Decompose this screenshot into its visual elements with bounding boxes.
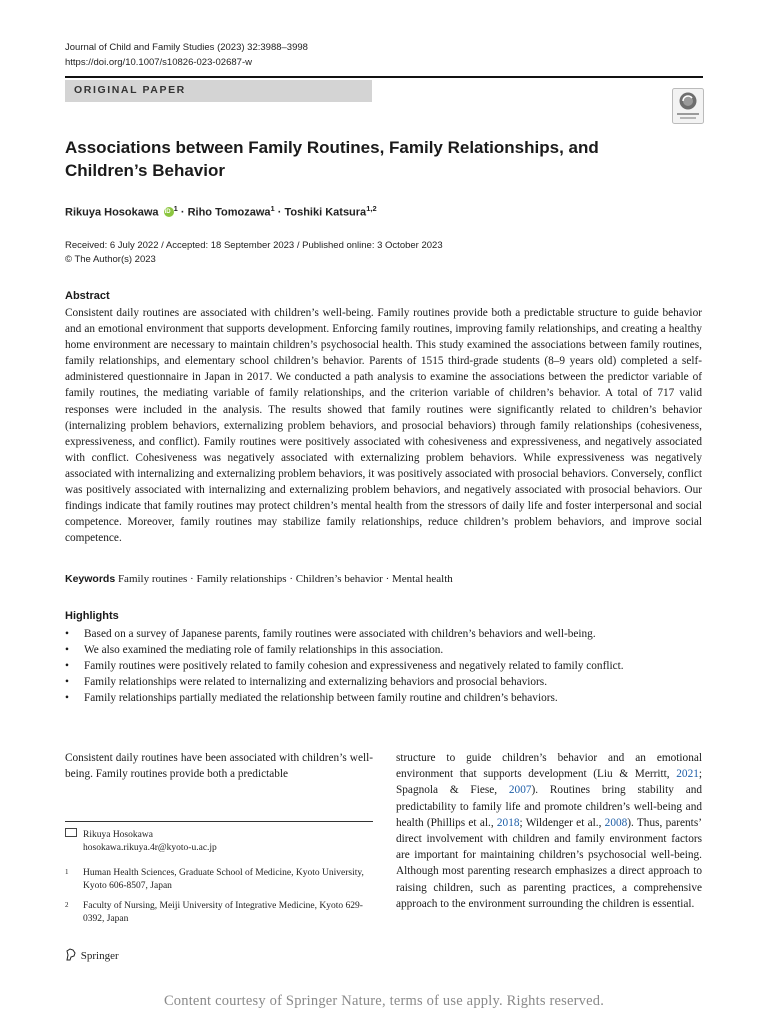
- author-list: [65, 201, 377, 221]
- keywords-list: Family routines · Family relationships · Children’s behavior · Mental health: [117, 573, 453, 585]
- history-line: Received: 6 July 2022 / Accepted: 18 September 2023 / Published online: 3 October 2023: [65, 240, 443, 251]
- publisher-logo: [65, 948, 119, 964]
- list-item: • Based on a survey of Japanese parents, family routines were associated with children’s behaviors and well-being.: [65, 626, 705, 642]
- body-text: ). Thus, parents’ direct involvement with children and family environment factors are important for maintaining children’s psychosocial well-being. Although most parenting research emphasizes a direct approach to raising children, such as parenting practices, a comprehensive approach to the environment surrounding the children is essential.: [396, 816, 702, 910]
- publication-dates: [65, 239, 443, 267]
- body-text: structure to guide children’s behavior and an emotional environment that supports development (Liu & Merritt,: [396, 752, 702, 781]
- envelope-icon: [65, 828, 77, 837]
- author-name[interactable]: Rikuya Hosokawa: [65, 206, 159, 219]
- keywords-label: Keywords: [65, 573, 116, 585]
- journal-line: Journal of Child and Family Studies (2023) 32:3988–3998: [65, 42, 308, 53]
- doi-link[interactable]: https://doi.org/10.1007/s10826-023-02687-w: [65, 57, 252, 68]
- header-rule: [65, 76, 703, 78]
- abstract-heading: Abstract: [65, 290, 110, 302]
- author-affiliation: 1,2: [366, 204, 377, 213]
- list-item: • We also examined the mediating role of family relationships in this association.: [65, 642, 705, 658]
- author-separator: ·: [180, 206, 185, 219]
- author-separator: ·: [277, 206, 282, 219]
- author-affiliation: 1: [270, 204, 275, 213]
- abstract-text: Consistent daily routines are associated with children’s well-being. Family routines provide both a predictable structure to guide behavior and an emotional environment that supports development. Enforcing family routines, improving family relationships, and creating a healthy home environment are necessary to maintain children’s psychosocial health. This study examined the associations between family routines, family relationships, and elementary school children’s behavior. Parents of 1515 third-grade students (8–9 years old) completed a self-administered questionnaire in Japan in 2017. We conducted a path analysis to examine the associations between the predictor variable of family routines, the mediating variable of family relationships, and the criterion variable of children’s behavior. A total of 717 valid responses were included in the analysis. The results showed that family routines were significantly related to children’s behavior (internalizing problem behaviors, externalizing problem behaviors, and prosocial behaviors) through family relationships (cohesiveness, expressiveness, and conflict). Family routines were positively associated with cohesiveness and expressiveness, and negatively associated with conflict. Cohesiveness was negatively associated with externalizing problem behaviors. While expressiveness was negatively associated with internalizing and externalizing problem behaviors, it was positively associated with prosocial behaviors. Conversely, conflict was positively associated with internalizing and externalizing problem behaviors, and negatively associated with prosocial behaviors. Our findings indicate that family routines may protect children’s mental health from the stressors of daily life and foster interpersonal and social competence. Moreover, family routines may stabilize family relationships, reduce children’s problem behaviors, and improve social competence.: [65, 307, 702, 545]
- body-text: ; Wildenger et al.,: [519, 816, 605, 829]
- author-name[interactable]: Riho Tomozawa: [187, 206, 271, 219]
- footnote-rule: [65, 821, 373, 822]
- body-right-column: [396, 750, 702, 912]
- article-type-banner: ORIGINAL PAPER: [65, 80, 372, 102]
- article-title: Associations between Family Routines, Family Relationships, and Children’s Behavior: [65, 138, 599, 180]
- affiliation-1: [65, 867, 373, 893]
- springer-horse-icon: [65, 948, 78, 961]
- author-affiliation: 1: [173, 204, 178, 213]
- publisher-name: Springer: [80, 950, 119, 962]
- list-item: • Family routines were positively related to family cohesion and expressiveness and negatively related to family conflict.: [65, 658, 705, 674]
- orcid-icon[interactable]: [164, 207, 174, 217]
- affiliation-text: Human Health Sciences, Graduate School of Medicine, Kyoto University, Kyoto 606-8507, Japan: [83, 868, 364, 891]
- citation-link[interactable]: 2018: [496, 816, 520, 829]
- contact-name: Rikuya Hosokawa: [83, 830, 153, 840]
- citation-link[interactable]: 2007: [508, 784, 532, 797]
- list-item: • Family relationships were related to internalizing and externalizing behaviors and prosocial behaviors.: [65, 674, 705, 690]
- author-name[interactable]: Toshiki Katsura: [284, 206, 367, 219]
- body-text: ; Spagnola & Fiese,: [396, 768, 702, 797]
- copyright-line: © The Author(s) 2023: [65, 254, 156, 265]
- keywords: [65, 571, 453, 587]
- journal-citation: [65, 40, 308, 70]
- corresponding-author: [65, 828, 373, 855]
- highlights-heading: Highlights: [65, 610, 119, 622]
- affiliation-2: [65, 900, 373, 926]
- affiliation-number: 1: [65, 868, 69, 876]
- check-for-updates-icon[interactable]: [672, 88, 704, 124]
- courtesy-notice: Content courtesy of Springer Nature, terms of use apply. Rights reserved.: [163, 993, 605, 1009]
- citation-link[interactable]: 2008: [604, 816, 628, 829]
- affiliation-text: Faculty of Nursing, Meiji University of Integrative Medicine, Kyoto 629-0392, Japan: [83, 901, 363, 924]
- list-item: • Family relationships partially mediated the relationship between family routine and children’s behaviors.: [65, 690, 705, 706]
- citation-link[interactable]: 2021: [676, 768, 699, 781]
- highlights-list: [65, 626, 705, 706]
- body-text: ). Routines bring stability and predictability to family life and promote children’s well-being and health (Phillips et al.,: [396, 784, 703, 829]
- body-left-column: Consistent daily routines have been associated with children’s well-being. Family routines provide both a predictable: [65, 752, 373, 781]
- affiliation-number: 2: [65, 901, 69, 909]
- contact-email[interactable]: hosokawa.rikuya.4r@kyoto-u.ac.jp: [83, 843, 217, 853]
